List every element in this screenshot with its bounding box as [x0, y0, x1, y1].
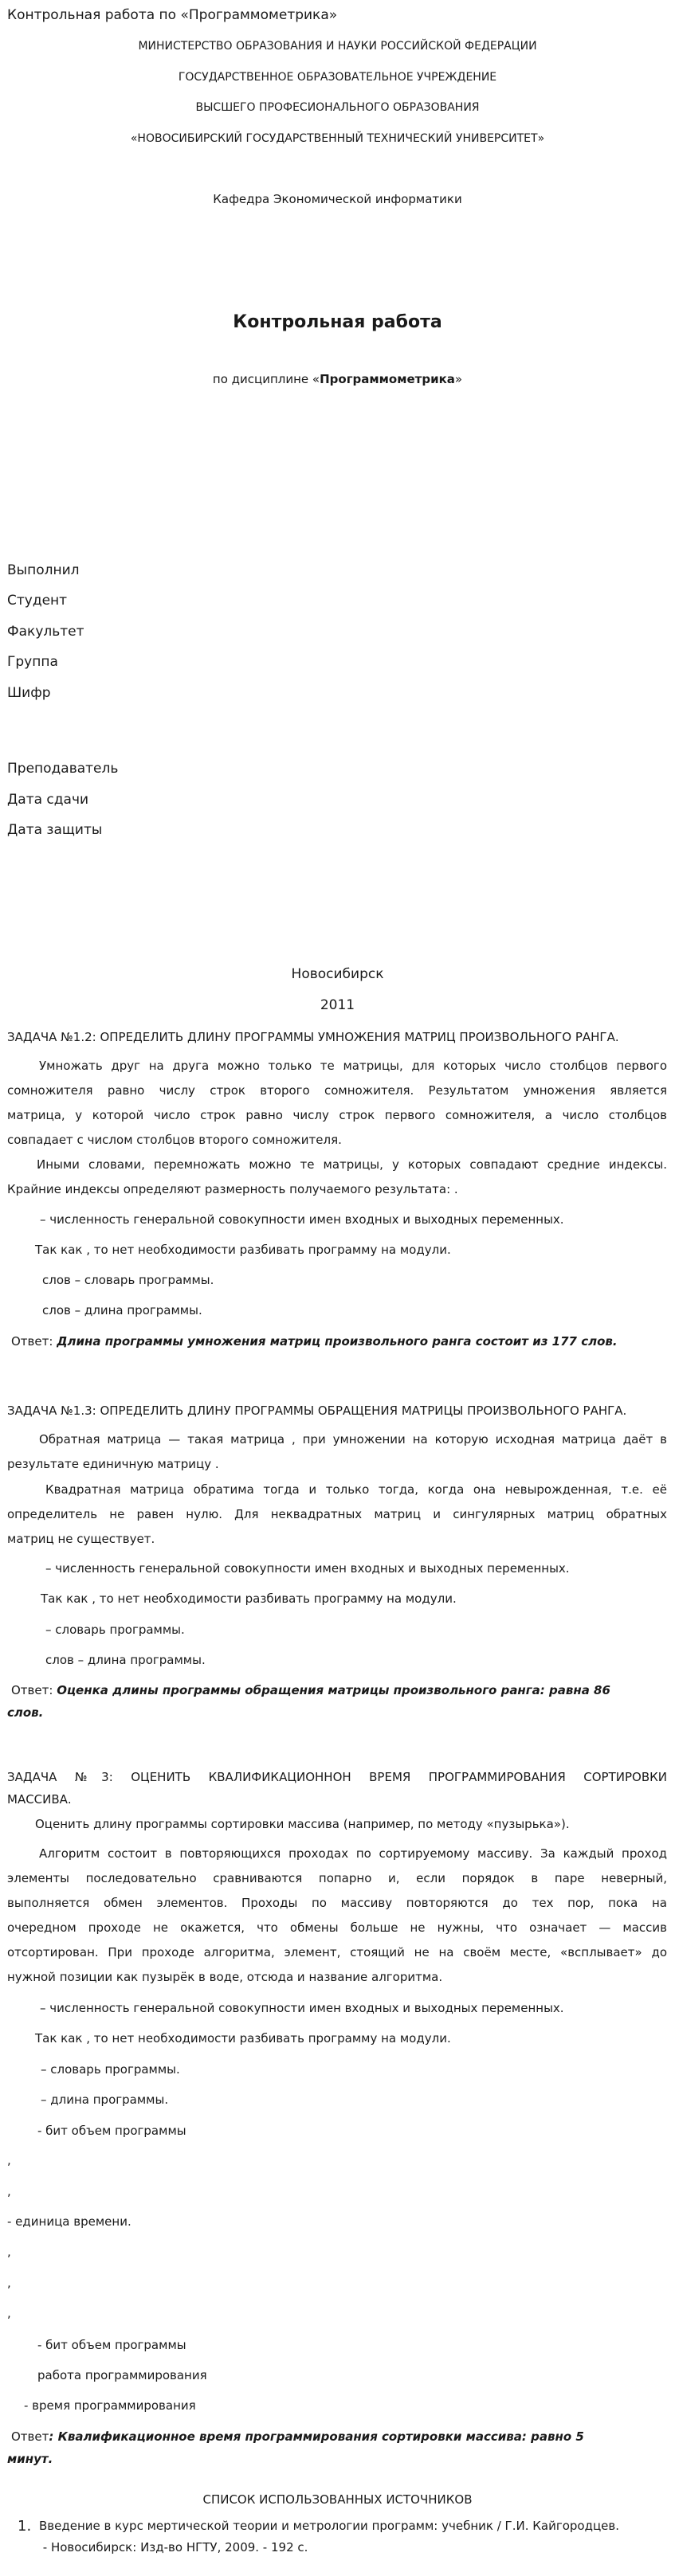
text-line: Крайние индексы определяют размерность получаемого результата: . — [7, 1182, 458, 1196]
task3-line-3: – словарь программы. — [41, 2062, 180, 2077]
task3-line-2: Так как , то нет необходимости разбивать программу на модули. — [35, 2031, 451, 2046]
text-line: нужной позиции как пузырёк в воде, отсюда и название алгоритма. — [7, 1970, 443, 1984]
department-line: Кафедра Экономической информатики — [213, 192, 462, 206]
discipline-line — [0, 372, 675, 386]
reference-number: 1. — [18, 2518, 32, 2535]
task3-comma-3: , — [7, 2245, 11, 2259]
references-heading: СПИСОК ИСПОЛЬЗОВАННЫХ ИСТОЧНИКОВ — [202, 2492, 473, 2507]
task1-heading: ЗАДАЧА №1.2: ОПРЕДЕЛИТЬ ДЛИНУ ПРОГРАММЫ УМНОЖЕНИЯ МАТРИЦ ПРОИЗВОЛЬНОГО РАНГА. — [7, 1030, 619, 1044]
text-line: матрица, у которой число строк равно числу строк первого сомножителя, а число столбцов — [7, 1108, 667, 1122]
text-line: Квадратная матрица обратима тогда и только тогда, когда она невырожденная, т.е. её — [45, 1482, 667, 1497]
task3-answer-continued: минут. — [7, 2452, 53, 2466]
city: Новосибирск — [291, 966, 384, 982]
text-line: сомножителя равно числу строк второго сомножителя. Результатом умножения является — [7, 1083, 667, 1098]
task3-line-9: - время программирования — [24, 2398, 196, 2413]
field-teacher: Преподаватель — [7, 761, 119, 777]
task2-line-2: Так как , то нет необходимости разбивать программу на модули. — [41, 1591, 457, 1606]
task1-paragraph-2 — [7, 1153, 667, 1202]
field-code: Шифр — [7, 685, 51, 701]
institution-type-line: ГОСУДАРСТВЕННОЕ ОБРАЗОВАТЕЛЬНОЕ УЧРЕЖДЕНИЕ — [178, 71, 497, 84]
text-line: матриц не существует. — [7, 1532, 155, 1546]
discipline-name: Программометрика — [320, 372, 455, 386]
task2-line-1: – численность генеральной совокупности имен входных и выходных переменных. — [45, 1561, 570, 1576]
reference-item — [7, 2515, 669, 2558]
task1-line-3: слов – словарь программы. — [42, 1273, 214, 1287]
reference-line-2: - Новосибирск: Изд-во НГТУ, 2009. - 192 с. — [39, 2540, 308, 2554]
task2-paragraph-1 — [7, 1427, 667, 1477]
work-title: Контрольная работа — [233, 312, 442, 332]
text-line: выполняется обмен элементов. Проходы по массиву повторяются до тех пор, пока на — [7, 1896, 667, 1910]
field-group: Группа — [7, 654, 58, 670]
task2-line-3: – словарь программы. — [45, 1623, 185, 1637]
text-line: отсортирован. При проходе алгоритма, элемент, стоящий не на своём месте, «всплывает» до — [7, 1945, 667, 1959]
answer-label: Ответ: — [11, 1683, 57, 1697]
task1-line-1: – численность генеральной совокупности имен входных и выходных переменных. — [40, 1212, 564, 1227]
field-submit-date: Дата сдачи — [7, 792, 89, 808]
task3-comma-1: , — [7, 2153, 11, 2167]
answer-text: Оценка длины программы обращения матрицы произвольного ранга: равна 86 — [57, 1683, 610, 1697]
task1-paragraph-1 — [7, 1054, 667, 1153]
task3-comma-2: , — [7, 2184, 11, 2198]
text-line: Обратная матрица — такая матрица , при умножении на которую исходная матрица даёт в — [39, 1432, 667, 1447]
university-line: «НОВОСИБИРСКИЙ ГОСУДАРСТВЕННЫЙ ТЕХНИЧЕСКИЙ УНИВЕРСИТЕТ» — [130, 132, 545, 145]
answer-label: Ответ: — [11, 1334, 57, 1349]
task3-line-1: – численность генеральной совокупности имен входных и выходных переменных. — [40, 2001, 564, 2015]
task3-line-7: - бит объем программы — [37, 2338, 186, 2352]
task3-line-8: работа программирования — [37, 2368, 207, 2382]
task2-answer — [11, 1683, 610, 1697]
text-line: очередном проходе не окажется, что обмены больше не нужны, что означает — массив — [7, 1920, 667, 1935]
task3-heading — [7, 1766, 667, 1811]
task2-answer-continued: слов. — [7, 1705, 44, 1720]
page-title: Контрольная работа по «Программометрика» — [7, 7, 338, 23]
task1-answer — [11, 1334, 618, 1349]
task3-comma-4: , — [7, 2276, 11, 2290]
task3-paragraph-2 — [7, 1842, 667, 1990]
text-line: Иными словами, перемножать можно те матрицы, у которых совпадают средние индексы. — [37, 1157, 667, 1172]
task3-comma-5: , — [7, 2306, 11, 2320]
task2-paragraph-2 — [7, 1478, 667, 1552]
text-line: ЗАДАЧА №3: ОЦЕНИТЬ КВАЛИФИКАЦИОННОН ВРЕМЯ ПРОГРАММИРОВАНИЯ СОРТИРОВКИ — [7, 1770, 667, 1784]
task3-line-4: – длина программы. — [41, 2093, 169, 2107]
field-defense-date: Дата защиты — [7, 822, 103, 838]
education-level-line: ВЫСШЕГО ПРОФЕСИОНАЛЬНОГО ОБРАЗОВАНИЯ — [195, 101, 480, 114]
ministry-line: МИНИСТЕРСТВО ОБРАЗОВАНИЯ И НАУКИ РОССИЙСКОЙ ФЕДЕРАЦИИ — [138, 40, 537, 53]
field-performed: Выполнил — [7, 562, 80, 578]
year: 2011 — [320, 997, 355, 1013]
field-student: Студент — [7, 593, 68, 609]
task3-answer — [11, 2429, 584, 2444]
text-line: Алгоритм состоит в повторяющихся проходах по сортируемому массиву. За каждый проход — [39, 1846, 667, 1861]
field-faculty: Факультет — [7, 624, 84, 640]
text-line: МАССИВА. — [7, 1792, 72, 1807]
answer-label: Ответ — [11, 2429, 49, 2444]
task1-line-4: слов – длина программы. — [42, 1303, 202, 1317]
text-line: определитель не равен нулю. Для неквадратных матриц и сингулярных матриц обратных — [7, 1507, 667, 1521]
reference-line-1: Введение в курс мертической теории и метрологии программ: учебник / Г.И. Кайгородцев. — [39, 2519, 619, 2533]
task2-heading: ЗАДАЧА №1.3: ОПРЕДЕЛИТЬ ДЛИНУ ПРОГРАММЫ ОБРАЩЕНИЯ МАТРИЦЫ ПРОИЗВОЛЬНОГО РАНГА. — [7, 1403, 627, 1418]
text-line: элементы последовательно сравниваются попарно и, если порядок в паре неверный, — [7, 1871, 667, 1885]
text-line: результате единичную матрицу . — [7, 1457, 219, 1471]
references-list — [7, 2515, 669, 2558]
discipline-prefix: по дисциплине « — [212, 372, 320, 386]
answer-text: : Квалификационное время программирования сортировки массива: равно 5 — [49, 2429, 584, 2444]
task3-line-6: - единица времени. — [7, 2214, 131, 2229]
answer-text: Длина программы умножения матриц произвольного ранга состоит из 177 слов. — [57, 1334, 618, 1349]
task2-line-4: слов – длина программы. — [45, 1653, 206, 1667]
text-line: совпадает с числом столбцов второго сомножителя. — [7, 1133, 342, 1147]
discipline-suffix: » — [454, 372, 463, 386]
task3-paragraph-1: Оценить длину программы сортировки массива (например, по методу «пузырька»). — [35, 1817, 570, 1831]
text-line: Умножать друг на друга можно только те матрицы, для которых число столбцов первого — [39, 1059, 667, 1073]
task1-line-2: Так как , то нет необходимости разбивать программу на модули. — [35, 1243, 451, 1257]
task3-line-5: - бит объем программы — [37, 2124, 186, 2138]
